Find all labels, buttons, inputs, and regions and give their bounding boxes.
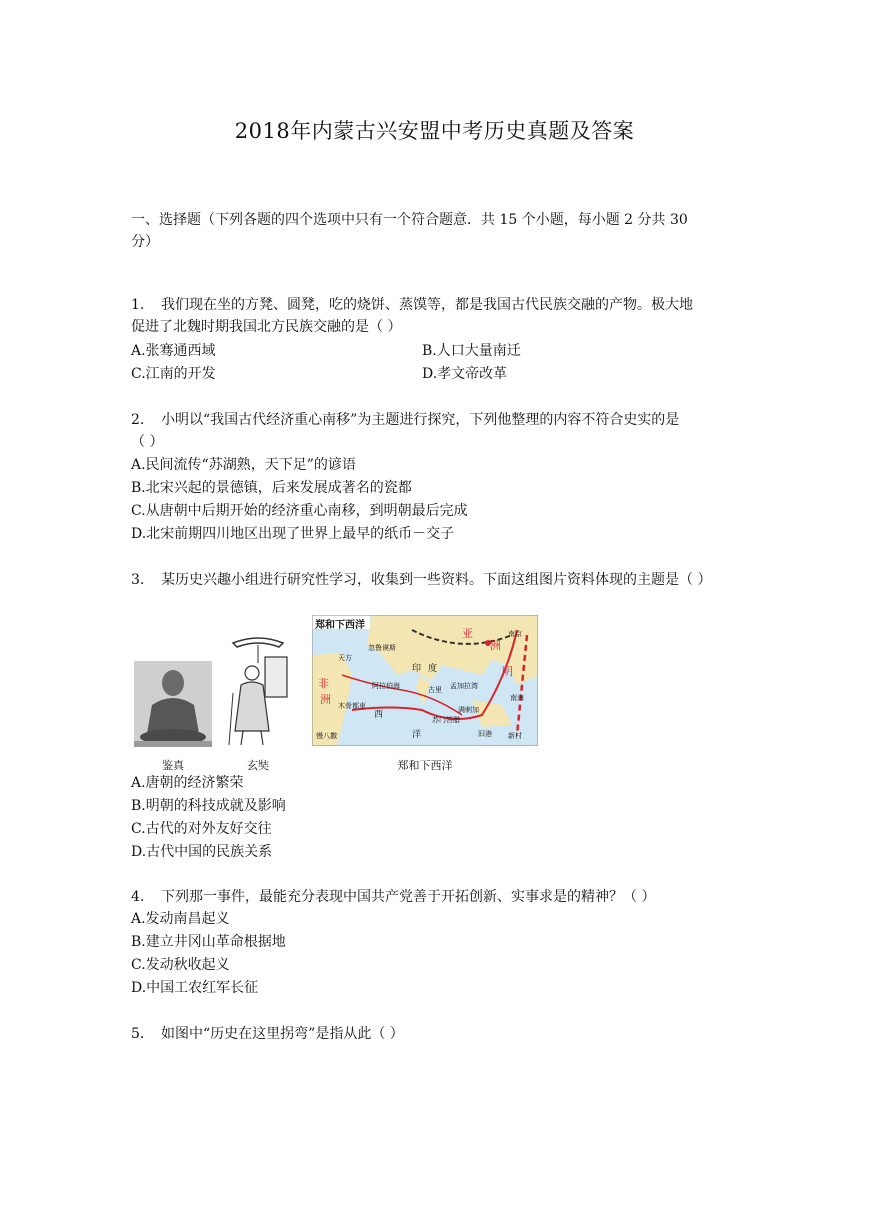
map-label: 满剌加 [458,706,479,714]
map-label: 慢八撒 [316,732,337,740]
map-label: 明 [502,665,513,678]
question-text: 如图中“历史在这里拐弯”是指从此（ ） [161,1026,404,1042]
question-text: 下列那一事件，最能充分表现中国共产党善于开拓创新、实事求是的精神？（ ） [161,889,656,905]
section-heading: 一、选择题（下列各题的四个选项中只有一个符合题意．共 15 个小题，每小题 2 分共 30 [131,212,688,228]
caption-jianzhen: 鉴真 [162,759,184,772]
option-b: B.明朝的科技成就及影响 [131,798,286,814]
option-a: A.发动南昌起义 [131,911,230,927]
question-text: 小明以“我国古代经济重心南移”为主题进行探究，下列他整理的内容不符合史实的是 [161,412,680,428]
question-3-stem [131,569,711,591]
map-label: 孟加拉湾 [450,682,478,690]
option-b: B.建立井冈山革命根据地 [131,934,286,950]
map-label: 印 [412,664,422,674]
option-b: B.北宋兴起的景德镇，后来发展成著名的瓷都 [131,480,412,496]
caption-zheng-he: 郑和下西洋 [397,759,453,772]
option-c: C.从唐朝中后期开始的经济重心南移，到明朝最后完成 [131,503,468,519]
question-number: 4. [131,889,145,905]
map-label: 古里 [428,686,442,694]
map-label: 忽鲁谟斯 [368,644,396,652]
map-label: 天方 [338,654,352,662]
map-label: 南京 [508,630,522,638]
map-label: 亚 [462,627,473,640]
map-label: 洋 [412,730,422,740]
question-number: 3. [131,572,145,588]
map-label: 旧港 [478,730,492,738]
jianzhen-statue-image [134,661,212,747]
map-label: 西 [374,710,384,720]
map-label: 苏门答腊 [432,716,460,724]
map-title: 郑和下西洋 [315,620,365,631]
map-label: 洲 [490,639,501,652]
map-label: 新村 [508,732,522,740]
map-label: 阿拉伯海 [372,682,400,690]
question-2-stem [131,409,679,431]
map-label: 南海 [510,694,524,702]
map-label: 度 [428,664,438,674]
xuanzang-drawing-image [219,633,297,750]
caption-xuanzang: 玄奘 [247,759,269,772]
question-1-stem-cont: 促进了北魏时期我国北方民族交融的是（ ） [131,319,402,335]
option-d: D.北宋前期四川地区出现了世界上最早的纸币－交子 [131,526,455,542]
option-a: A.张骞通西域 [131,343,216,359]
option-a: A.唐朝的经济繁荣 [131,775,244,791]
section-heading-cont: 分） [131,234,159,250]
option-c: C.江南的开发 [131,366,216,382]
question-1-stem [131,294,693,316]
question-2-stem-cont: （ ） [131,434,164,450]
option-b: B.人口大量南迁 [422,343,521,359]
option-a: A.民间流传“苏湖熟，天下足”的谚语 [131,457,356,473]
question-4-stem [131,886,655,908]
question-text: 某历史兴趣小组进行研究性学习，收集到一些资料。下面这组图片资料体现的主题是（ ） [161,572,712,588]
map-label: 木骨都束 [338,702,366,710]
zheng-he-voyages-map [312,615,538,746]
option-d: D.古代中国的民族关系 [131,844,273,860]
question-text: 我们现在坐的方凳、圆凳，吃的烧饼、蒸馍等，都是我国古代民族交融的产物。极大地 [161,297,693,313]
question-number: 5. [131,1026,145,1042]
option-d: D.中国工农红军长征 [131,980,259,996]
question-number: 2. [131,412,145,428]
question-5-stem [131,1023,404,1045]
option-c: C.古代的对外友好交往 [131,821,272,837]
map-label: 洲 [320,693,331,706]
option-c: C.发动秋收起义 [131,957,230,973]
question-number: 1. [131,297,145,313]
page-title: 2018年内蒙古兴安盟中考历史真题及答案 [234,119,635,143]
map-label: 非 [318,677,329,690]
option-d: D.孝文帝改革 [422,366,508,382]
